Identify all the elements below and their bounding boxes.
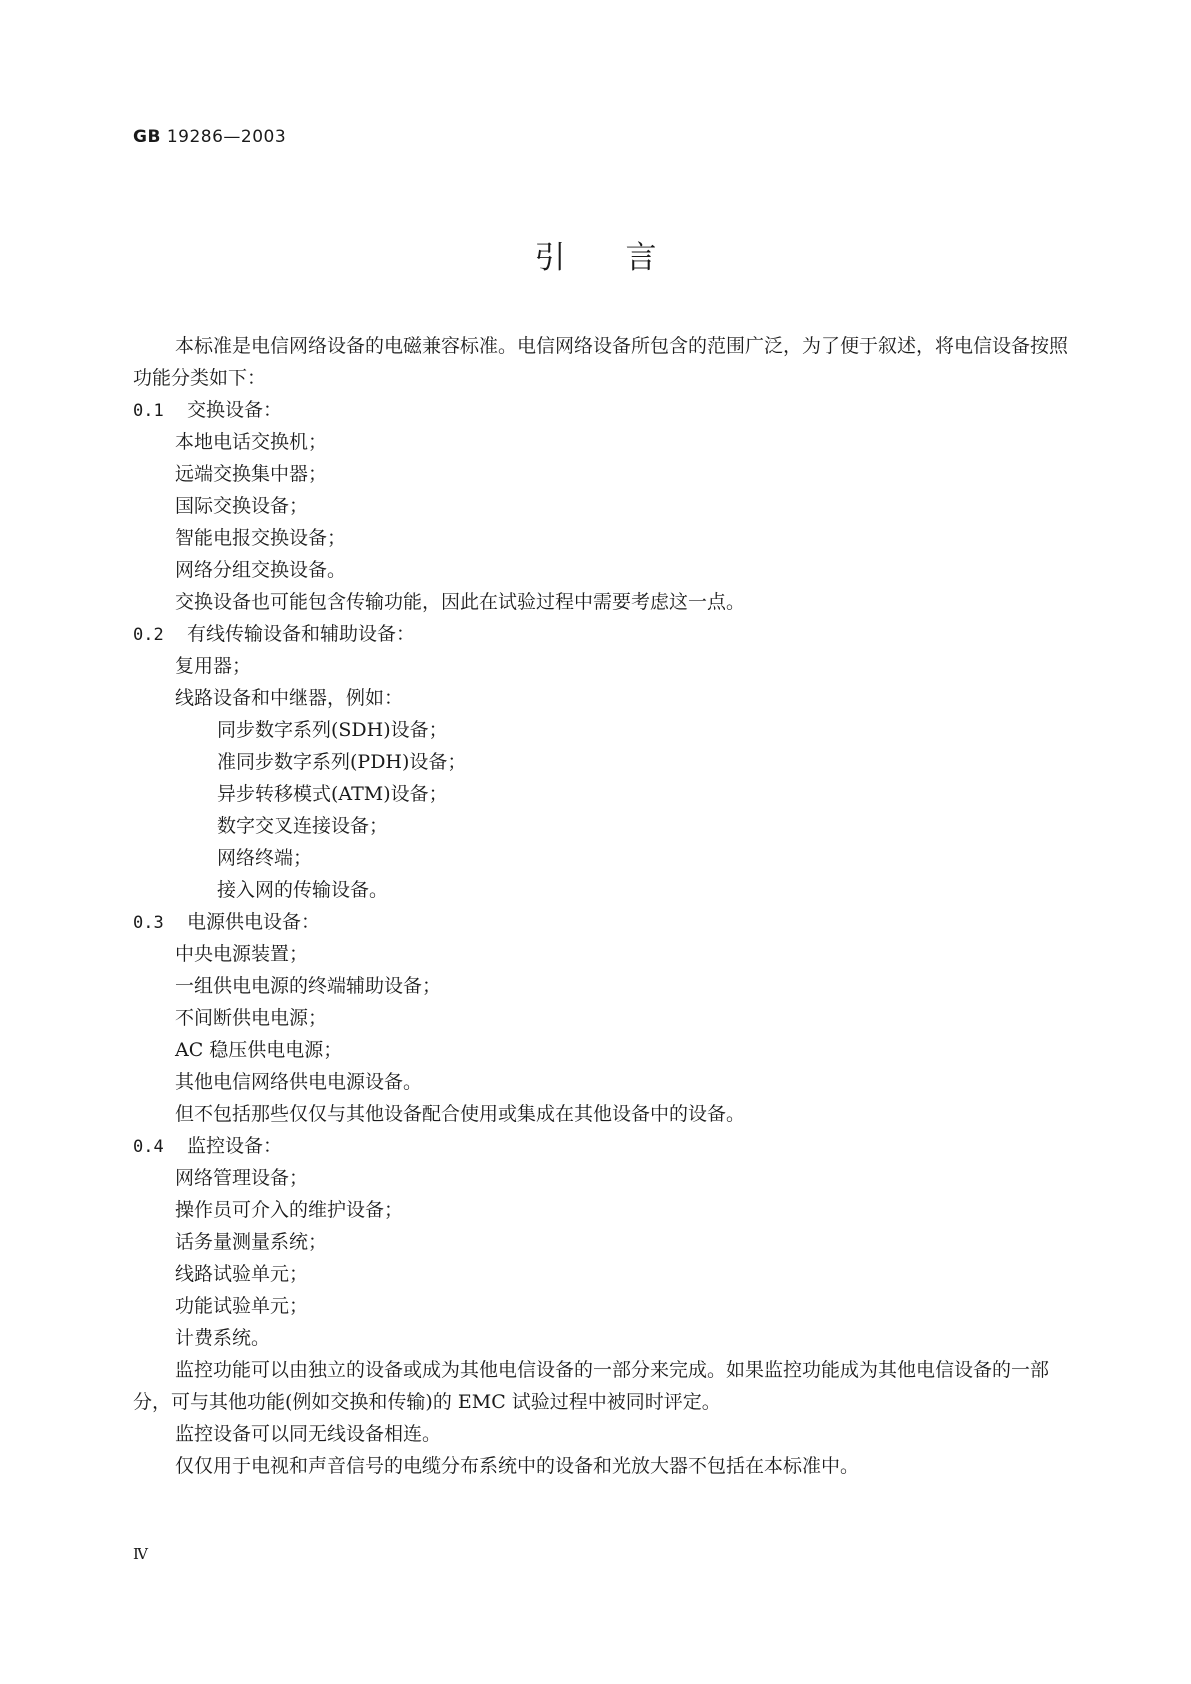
list-item: 一组供电电源的终端辅助设备； xyxy=(175,975,442,997)
section-title: 交换设备： xyxy=(187,399,283,421)
section-number: 0.4 xyxy=(133,1137,164,1157)
title-char-1: 引 xyxy=(534,240,566,276)
section-title: 有线传输设备和辅助设备： xyxy=(187,623,416,645)
section-number: 0.1 xyxy=(133,401,164,421)
list-item: 国际交换设备； xyxy=(175,495,309,517)
list-item: AC 稳压供电电源； xyxy=(175,1039,343,1061)
list-item: 其他电信网络供电电源设备。 xyxy=(175,1071,423,1093)
sub-list-item: 同步数字系列(SDH)设备； xyxy=(217,719,448,741)
list-item: 本地电话交换机； xyxy=(175,431,328,453)
list-item: 网络管理设备； xyxy=(175,1167,309,1189)
section-note: 监控设备可以同无线设备相连。 xyxy=(175,1423,442,1445)
standard-number: 19286—2003 xyxy=(166,127,287,147)
sub-list-item: 网络终端； xyxy=(217,847,313,869)
list-item: 操作员可介入的维护设备； xyxy=(175,1199,404,1221)
section-note: 监控功能可以由独立的设备或成为其他电信设备的一部分来完成。如果监控功能成为其他电信设备的一部分，可与其他功能(例如交换和传输)的 EMC 试验过程中被同时评定。 xyxy=(133,1359,1050,1413)
title-char-2: 言 xyxy=(625,240,657,276)
section-heading xyxy=(133,394,1071,426)
sub-list-item: 数字交叉连接设备； xyxy=(217,815,389,837)
section-title: 电源供电设备： xyxy=(187,911,321,933)
page-number: Ⅳ xyxy=(133,1545,148,1563)
sub-list-item: 接入网的传输设备。 xyxy=(217,879,389,901)
section-note: 仅仅用于电视和声音信号的电缆分布系统中的设备和光放大器不包括在本标准中。 xyxy=(175,1455,860,1477)
list-item: 线路试验单元； xyxy=(175,1263,309,1285)
sub-list-item: 准同步数字系列(PDH)设备； xyxy=(217,751,467,773)
list-item: 不间断供电电源； xyxy=(175,1007,328,1029)
list-item: 中央电源装置； xyxy=(175,943,309,965)
section-note: 交换设备也可能包含传输功能，因此在试验过程中需要考虑这一点。 xyxy=(175,591,746,613)
section-number: 0.3 xyxy=(133,913,164,933)
page-title xyxy=(0,232,1191,277)
standard-prefix: GB xyxy=(133,127,161,147)
section-heading xyxy=(133,618,1071,650)
sub-list-item: 异步转移模式(ATM)设备； xyxy=(217,783,448,805)
list-item: 复用器； xyxy=(175,655,252,677)
intro-paragraph: 本标准是电信网络设备的电磁兼容标准。电信网络设备所包含的范围广泛，为了便于叙述，将电信设备按照功能分类如下： xyxy=(133,335,1069,389)
list-item: 远端交换集中器； xyxy=(175,463,328,485)
section-number: 0.2 xyxy=(133,625,164,645)
list-item: 计费系统。 xyxy=(175,1327,271,1349)
list-item: 线路设备和中继器，例如： xyxy=(175,687,404,709)
list-item: 话务量测量系统； xyxy=(175,1231,328,1253)
document-header xyxy=(133,127,286,147)
list-item: 网络分组交换设备。 xyxy=(175,559,347,581)
section-heading xyxy=(133,1130,1071,1162)
list-item: 智能电报交换设备； xyxy=(175,527,347,549)
section-heading xyxy=(133,906,1071,938)
main-content xyxy=(133,330,1071,1482)
section-title: 监控设备： xyxy=(187,1135,283,1157)
list-item: 功能试验单元； xyxy=(175,1295,309,1317)
section-note: 但不包括那些仅仅与其他设备配合使用或集成在其他设备中的设备。 xyxy=(175,1103,746,1125)
